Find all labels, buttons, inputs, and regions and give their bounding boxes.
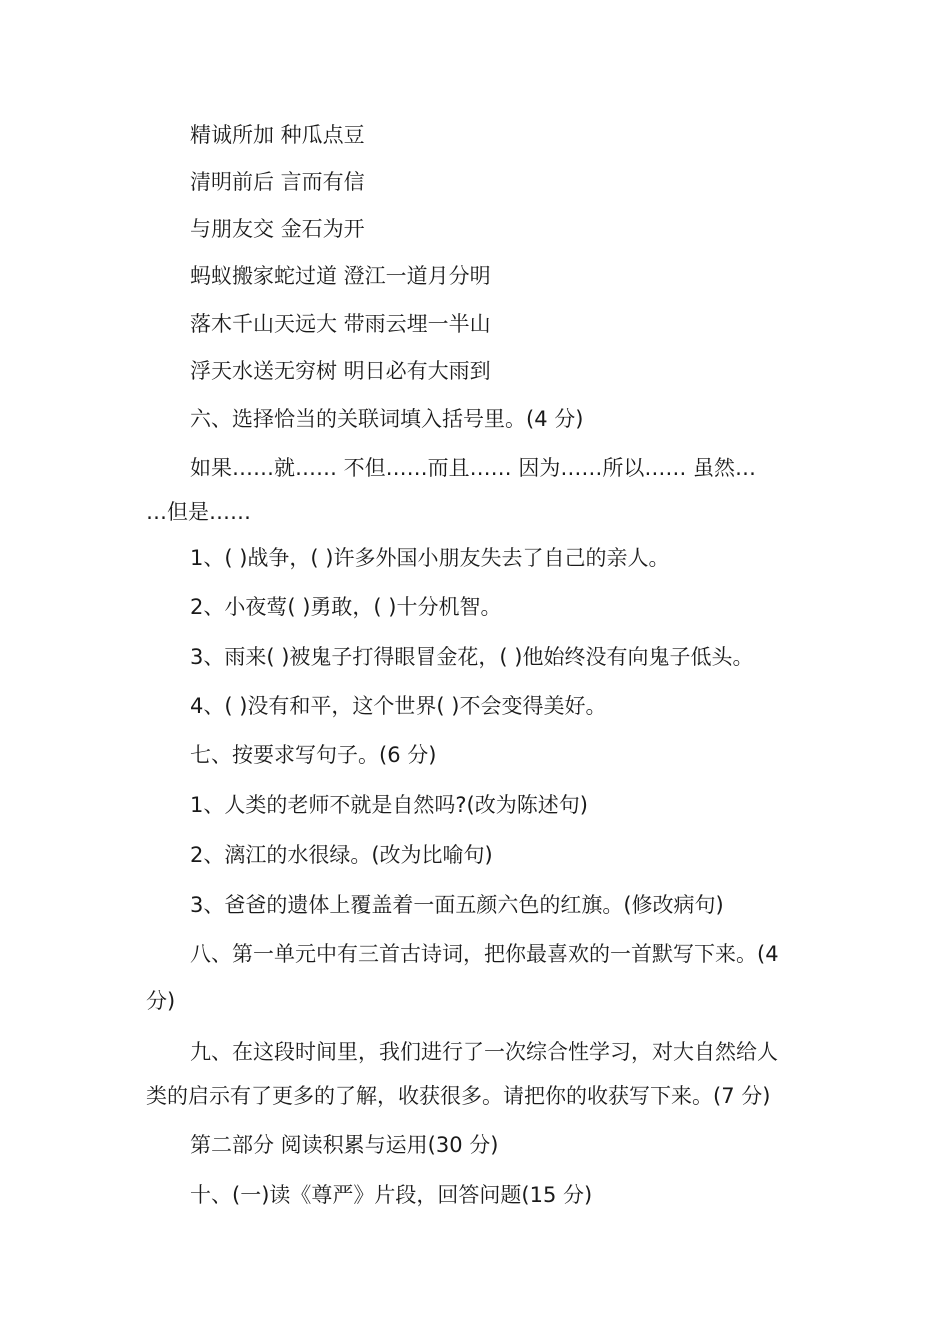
question-item: 1、( )战争，( )许多外国小朋友失去了自己的亲人。 [190, 546, 670, 570]
section-heading-continued: 分) [146, 989, 176, 1013]
conjunction-options: 如果……就…… 不但……而且…… 因为……所以…… 虽然… [190, 456, 757, 480]
idiom-line: 精诚所加 种瓜点豆 [190, 123, 365, 147]
question-item: 2、小夜莺( )勇敢，( )十分机智。 [190, 595, 502, 619]
section-heading: 九、在这段时间里，我们进行了一次综合性学习，对大自然给人 [190, 1040, 778, 1064]
section-heading: 十、(一)读《尊严》片段，回答问题(15 分) [190, 1183, 593, 1207]
idiom-line: 清明前后 言而有信 [190, 170, 365, 194]
section-heading: 七、按要求写句子。(6 分) [190, 743, 437, 767]
part-heading: 第二部分 阅读积累与运用(30 分) [190, 1133, 499, 1157]
question-item: 4、( )没有和平，这个世界( )不会变得美好。 [190, 694, 607, 718]
question-item: 1、人类的老师不就是自然吗?(改为陈述句) [190, 793, 588, 817]
conjunction-options-continued: …但是…… [146, 500, 251, 524]
proverb-line: 蚂蚁搬家蛇过道 澄江一道月分明 [190, 264, 491, 288]
idiom-line: 与朋友交 金石为开 [190, 217, 365, 241]
question-item: 3、爸爸的遗体上覆盖着一面五颜六色的红旗。(修改病句) [190, 893, 724, 917]
proverb-line: 浮天水送无穷树 明日必有大雨到 [190, 359, 491, 383]
section-heading: 八、第一单元中有三首古诗词，把你最喜欢的一首默写下来。(4 [190, 942, 779, 966]
section-heading-continued: 类的启示有了更多的了解，收获很多。请把你的收获写下来。(7 分) [146, 1084, 771, 1108]
proverb-line: 落木千山天远大 带雨云埋一半山 [190, 312, 491, 336]
question-item: 2、漓江的水很绿。(改为比喻句) [190, 843, 493, 867]
question-item: 3、雨来( )被鬼子打得眼冒金花，( )他始终没有向鬼子低头。 [190, 645, 754, 669]
section-heading: 六、选择恰当的关联词填入括号里。(4 分) [190, 407, 584, 431]
